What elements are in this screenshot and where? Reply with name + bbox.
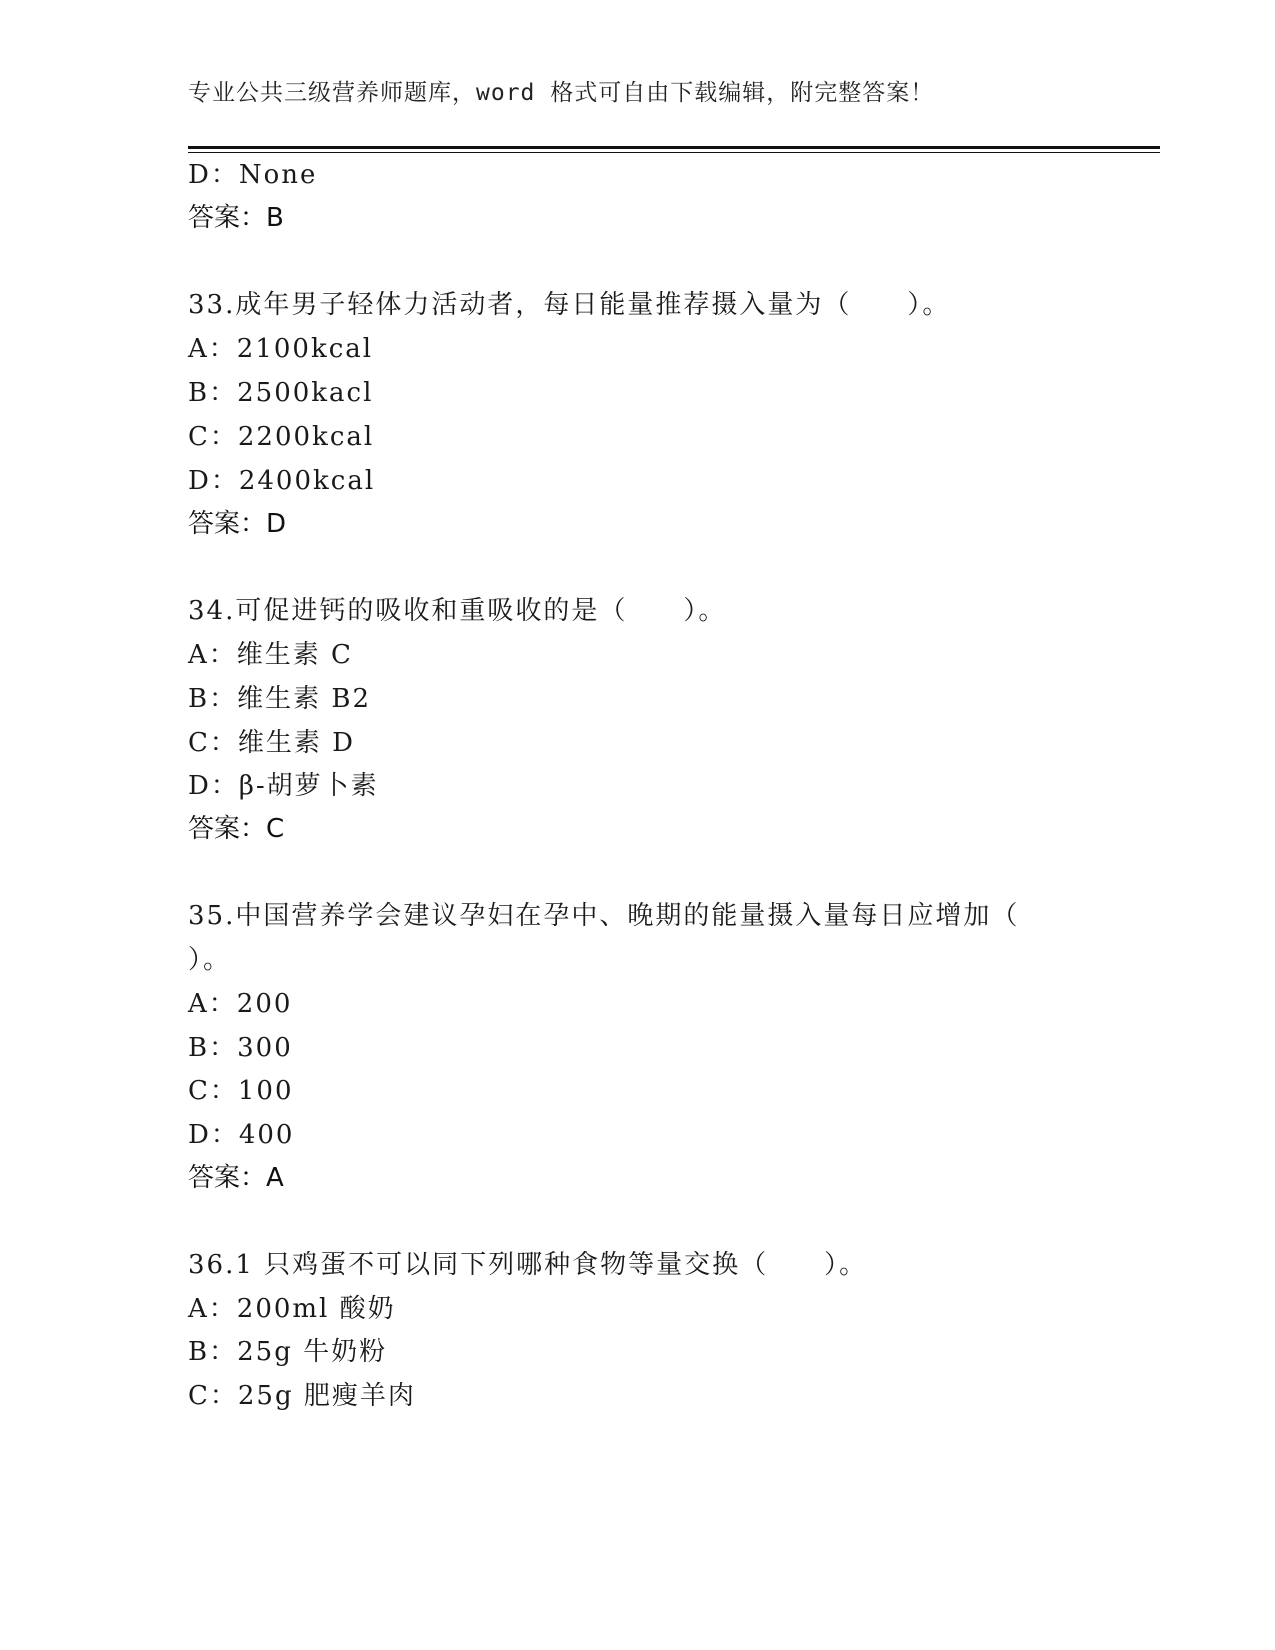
question-line: 33.成年男子轻体力活动者，每日能量推荐摄入量为（ ）。	[188, 290, 951, 320]
option-line: D：None	[188, 160, 318, 190]
page-header: 专业公共三级营养师题库，word 格式可自由下载编辑，附完整答案！	[188, 80, 935, 106]
option-line: A：200	[188, 989, 293, 1019]
question-line: 35.中国营养学会建议孕妇在孕中、晚期的能量摄入量每日应增加（	[188, 901, 1020, 931]
option-line: B：2500kacl	[188, 378, 374, 408]
option-line: B：25g 牛奶粉	[188, 1337, 388, 1367]
question-continuation: ）。	[188, 945, 232, 975]
option-line: C：100	[188, 1076, 294, 1106]
option-line: A：维生素 C	[188, 640, 353, 670]
option-line: C：25g 肥瘦羊肉	[188, 1381, 416, 1411]
question-line: 34.可促进钙的吸收和重吸收的是（ ）。	[188, 596, 727, 626]
option-line: B：300	[188, 1033, 293, 1063]
option-line: D：β-胡萝卜素	[188, 771, 379, 801]
header-divider	[188, 146, 1160, 149]
option-line: C：2200kcal	[188, 422, 375, 452]
option-line: A：200ml 酸奶	[188, 1294, 396, 1324]
answer-line: 答案：A	[188, 1163, 284, 1193]
option-line: A：2100kcal	[188, 334, 374, 364]
answer-line: 答案：D	[188, 509, 287, 539]
option-line: D：400	[188, 1120, 295, 1150]
answer-line: 答案：C	[188, 814, 285, 844]
header-divider-thin	[188, 152, 1160, 153]
option-line: B：维生素 B2	[188, 684, 372, 714]
question-line: 36.1 只鸡蛋不可以同下列哪种食物等量交换（ ）。	[188, 1250, 868, 1280]
option-line: C：维生素 D	[188, 728, 356, 758]
answer-line: 答案：B	[188, 203, 284, 233]
option-line: D：2400kcal	[188, 466, 376, 496]
